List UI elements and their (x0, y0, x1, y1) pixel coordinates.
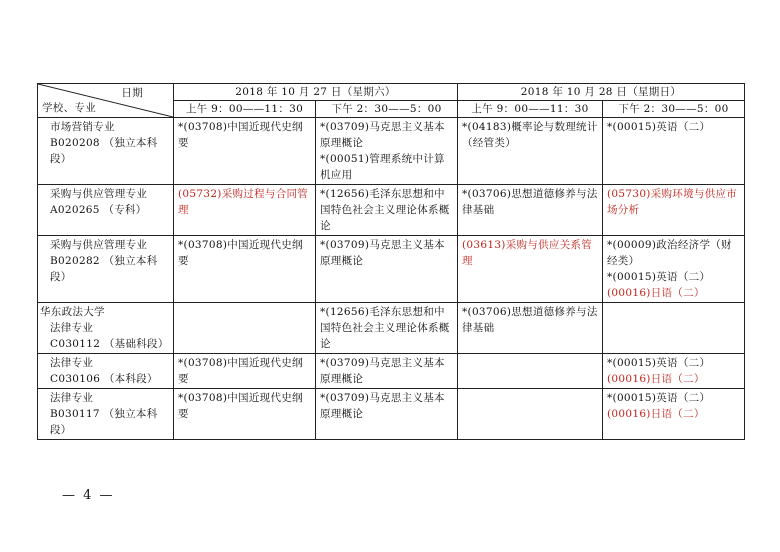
exam-course: (05730)采购环境与供应市场分析 (607, 188, 738, 216)
exam-cell-day2-afternoon (603, 185, 745, 236)
exam-course: (00016)日语（二） (607, 373, 705, 385)
exam-course: *(12656)毛泽东思想和中国特色社会主义理论体系概论 (320, 306, 450, 350)
exam-course: *(03709)马克思主义基本原理概论 (320, 392, 445, 420)
exam-course: *(00015)英语（二） (607, 357, 711, 369)
exam-course: *(00009)政治经济学（财经类） (607, 239, 732, 267)
exam-cell-day2-afternoon (603, 354, 745, 389)
exam-course: *(00015)英语（二） (607, 121, 711, 133)
exam-cell-day1-morning (174, 236, 316, 303)
exam-cell-day2-morning (458, 354, 603, 389)
slot-day1-afternoon: 下午 2：30——5：00 (316, 101, 458, 118)
program-line: 采购与供应管理专业 (50, 239, 148, 251)
table-row (38, 354, 745, 389)
exam-cell-day2-afternoon (603, 236, 745, 303)
exam-cell-day2-morning (458, 389, 603, 440)
program-line: 法律专业 (50, 392, 94, 404)
header-corner-cell (38, 84, 174, 118)
corner-program-label: 学校、专业 (42, 102, 96, 114)
date-header-day1: 2018 年 10 月 27 日（星期六） (174, 84, 458, 101)
exam-cell-day1-afternoon (316, 236, 458, 303)
exam-course: *(03706)思想道德修养与法律基础 (462, 188, 598, 216)
corner-date-label: 日期 (121, 87, 143, 99)
exam-course: (03613)采购与供应关系管理 (462, 239, 593, 267)
exam-cell-day1-morning (174, 354, 316, 389)
exam-cell-day2-morning (458, 185, 603, 236)
slot-day1-morning: 上午 9：00——11：30 (174, 101, 316, 118)
exam-cell-day2-morning (458, 118, 603, 185)
exam-cell-day2-afternoon (603, 389, 745, 440)
exam-cell-day2-afternoon (603, 303, 745, 354)
program-cell (38, 185, 174, 236)
exam-course: *(03709)马克思主义基本原理概论 (320, 357, 445, 385)
program-cell (38, 303, 174, 354)
table-row (38, 389, 745, 440)
exam-course: (00016)日语（二） (607, 408, 705, 420)
program-cell (38, 118, 174, 185)
program-cell (38, 354, 174, 389)
exam-course: *(03708)中国近现代史纲要 (178, 392, 303, 420)
program-line: C030106 （本科段） (50, 373, 158, 385)
program-cell (38, 389, 174, 440)
page-number: — 4 — (62, 488, 115, 503)
program-line: 市场营销专业 (50, 121, 115, 133)
exam-course: *(12656)毛泽东思想和中国特色社会主义理论体系概论 (320, 188, 450, 232)
program-line: 华东政法大学 (40, 306, 105, 318)
program-line: 法律专业 (50, 357, 94, 369)
exam-course: *(00015)英语（二） (607, 271, 711, 283)
exam-course: (05732)采购过程与合同管理 (178, 188, 309, 216)
exam-schedule-table (37, 83, 745, 440)
exam-cell-day2-morning (458, 236, 603, 303)
exam-course: *(00015)英语（二） (607, 392, 711, 404)
exam-course: *(03708)中国近现代史纲要 (178, 357, 303, 385)
exam-cell-day2-morning (458, 303, 603, 354)
slot-day2-afternoon: 下午 2：30——5：00 (603, 101, 745, 118)
exam-cell-day1-morning (174, 185, 316, 236)
exam-cell-day1-afternoon (316, 303, 458, 354)
program-cell (38, 236, 174, 303)
slot-day2-morning: 上午 9：00——11：30 (458, 101, 603, 118)
exam-course: *(03708)中国近现代史纲要 (178, 239, 303, 267)
program-line: 采购与供应管理专业 (50, 188, 148, 200)
program-line: C030112 （基础科段） (50, 338, 169, 350)
table-row (38, 303, 745, 354)
exam-cell-day1-afternoon (316, 354, 458, 389)
table-row (38, 185, 745, 236)
table-row (38, 118, 745, 185)
program-line: B030117 （独立本科段） (50, 408, 158, 436)
program-line: B020208 （独立本科段） (50, 137, 158, 165)
exam-course: *(03708)中国近现代史纲要 (178, 121, 303, 149)
exam-course: *(03706)思想道德修养与法律基础 (462, 306, 598, 334)
exam-cell-day2-afternoon (603, 118, 745, 185)
exam-cell-day1-morning (174, 389, 316, 440)
exam-course: *(03709)马克思主义基本原理概论 (320, 121, 445, 149)
exam-course: (00016)日语（二） (607, 287, 705, 299)
exam-course: *(00051)管理系统中计算机应用 (320, 153, 445, 181)
exam-cell-day1-afternoon (316, 118, 458, 185)
table-row (38, 236, 745, 303)
date-header-day2: 2018 年 10 月 28 日（星期日） (458, 84, 745, 101)
program-line: 法律专业 (50, 322, 94, 334)
program-line: A020265 （专科） (50, 204, 147, 216)
exam-cell-day1-afternoon (316, 389, 458, 440)
exam-cell-day1-morning (174, 303, 316, 354)
exam-course: *(04183)概率论与数理统计（经管类） (462, 121, 598, 149)
exam-course: *(03709)马克思主义基本原理概论 (320, 239, 445, 267)
exam-cell-day1-morning (174, 118, 316, 185)
program-line: B020282 （独立本科段） (50, 255, 158, 283)
exam-cell-day1-afternoon (316, 185, 458, 236)
